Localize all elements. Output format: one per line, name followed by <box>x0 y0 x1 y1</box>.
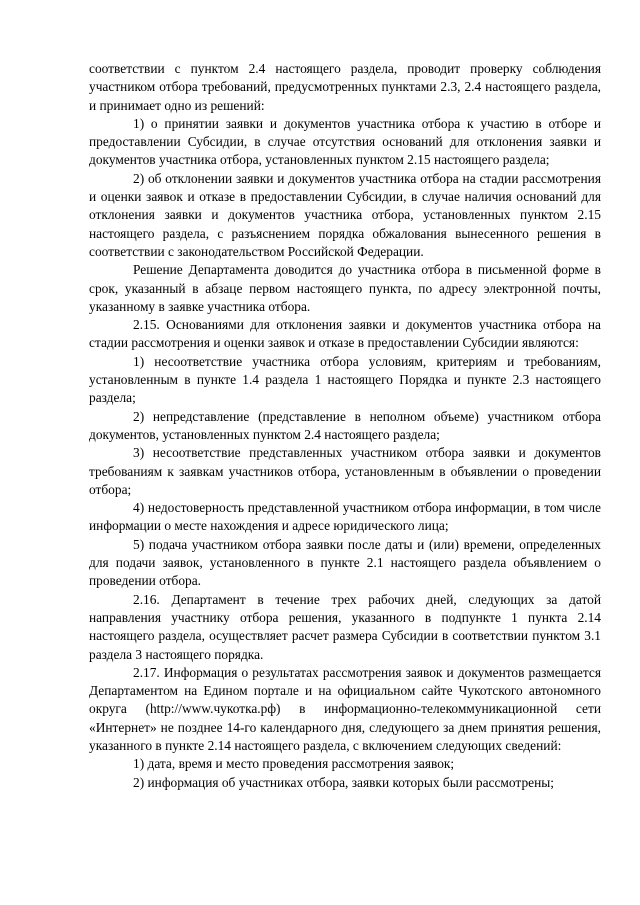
paragraph-info-2: 2) информация об участниках отбора, заявки которых были рассмотрены; <box>133 774 554 790</box>
paragraph-ground-1: 1) несоответствие участника отбора условиям, критериям и требованиям, установленным в пункте 1.4 раздела 1 настоящего Порядка и пункте 2.3 настоящего раздела; <box>89 353 601 406</box>
document-page <box>89 60 601 792</box>
paragraph-ground-5: 5) подача участником отбора заявки после даты и (или) времени, определенных для подачи заявок, установленного в пункте 2.1 настоящего раздела объявлением о проведении отбора. <box>89 536 601 589</box>
paragraph-decision-accept: 1) о принятии заявки и документов участника отбора к участию в отборе и предоставлении Субсидии, в случае отсутствия оснований для отклонения заявки и документов участника отбора, установленных пунктом 2.15 настоящего раздела; <box>89 115 601 168</box>
paragraph-ground-2: 2) непредставление (представление в неполном объеме) участником отбора документов, установленных пунктом 2.4 настоящего раздела; <box>89 408 601 442</box>
paragraph-ground-4: 4) недостоверность представленной участником отбора информации, в том числе информации о месте нахождения и адресе юридического лица; <box>89 500 601 534</box>
paragraph-2-15: 2.15. Основаниями для отклонения заявки и документов участника отбора на стадии рассмотрения и оценки заявок и отказе в предоставлении Субсидии являются: <box>89 317 601 351</box>
paragraph-2-16: 2.16. Департамент в течение трех рабочих дней, следующих за датой направления участнику отбора решения, указанного в подпункте 1 пункта 2.14 настоящего раздела, осуществляет расчет размера Субсидии в соответствии пунктом 3.1 раздела 3 настоящего порядка. <box>89 591 601 662</box>
paragraph-ground-3: 3) несоответствие представленных участником отбора заявки и документов требованиям к заявкам участников отбора, установленным в объявлении о проведении отбора; <box>89 445 601 497</box>
paragraph-notification: Решение Департамента доводится до участника отбора в письменной форме в срок, указанный в абзаце первом настоящего пункта, по адресу электронной почты, указанному в заявке участника отбора. <box>89 262 601 314</box>
paragraph-continuation: соответствии с пунктом 2.4 настоящего раздела, проводит проверку соблюдения участником отбора требований, предусмотренных пунктами 2.3, 2.4 настоящего раздела, и принимает одно из решений: <box>89 61 601 113</box>
paragraph-info-1: 1) дата, время и место проведения рассмотрения заявок; <box>133 756 455 772</box>
paragraph-decision-reject: 2) об отклонении заявки и документов участника отбора на стадии рассмотрения и оценки заявок и отказе в предоставлении Субсидии, в случае наличия оснований для отклонения заявки и документов участника отбора, установленных пунктом 2.15 настоящего раздела, с разъяснением порядка обжалования вынесенного решения в соответствии с законодательством Российской Федерации. <box>89 170 601 259</box>
paragraph-2-17: 2.17. Информация о результатах рассмотрения заявок и документов размещается Департаментом на Едином портале и на официальном сайте Чукотского автономного округа (http://www.чукотка.рф) в информационно-телекоммуникационной сети «Интернет» не позднее 14-го календарного дня, следующего за днем принятия решения, указанного в пункте 2.14 настоящего раздела, с включением следующих сведений: <box>89 664 601 753</box>
